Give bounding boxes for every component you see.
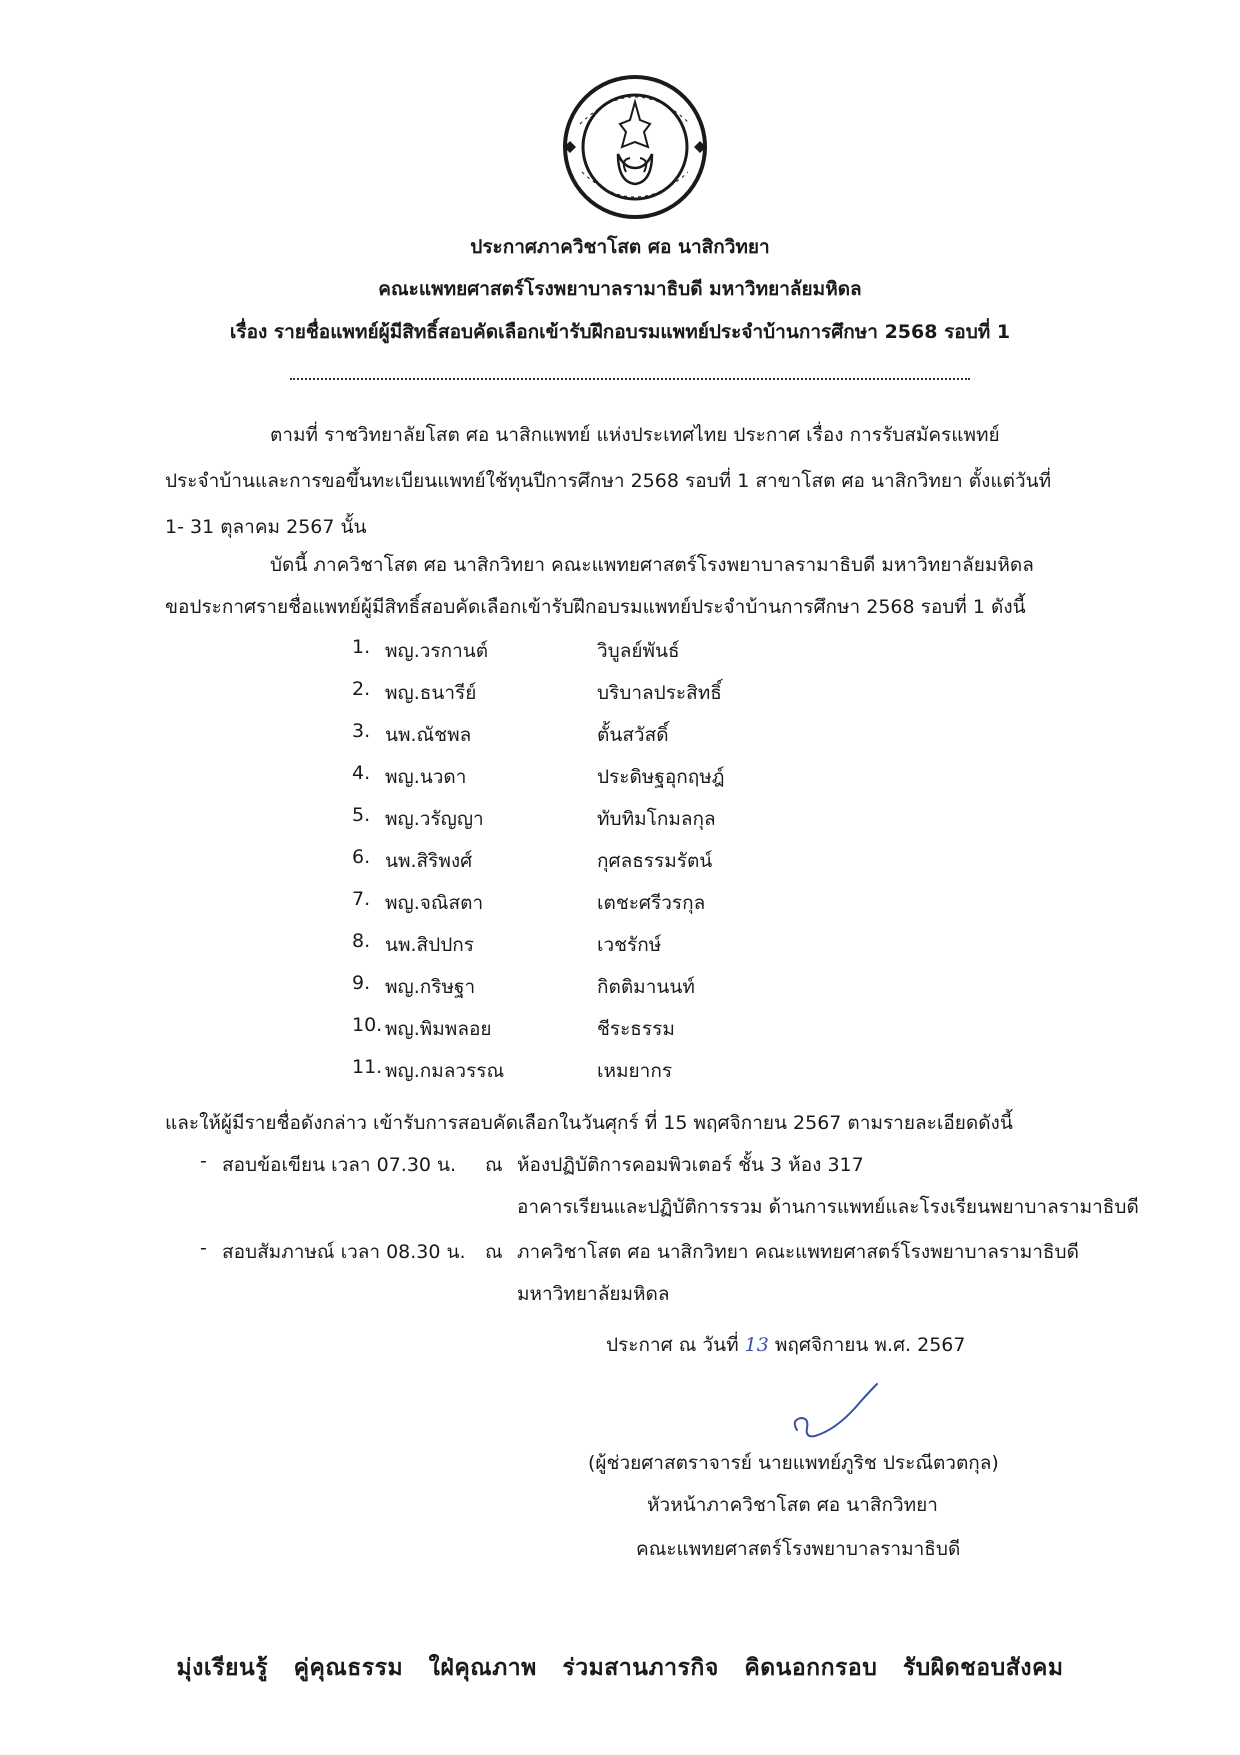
announce-date xyxy=(606,1330,966,1360)
candidate-last-name: บริบาลประสิทธิ์ xyxy=(597,682,722,704)
candidate-number: 6. xyxy=(352,846,371,868)
candidate-number: 9. xyxy=(352,972,371,994)
exam-bullet: - xyxy=(200,1150,207,1172)
candidate-number: 5. xyxy=(352,804,371,826)
header-line-2: คณะแพทยศาสตร์โรงพยาบาลรามาธิบดี มหาวิทยาลัยมหิดล xyxy=(378,278,862,300)
exam-at: ณ xyxy=(485,1241,503,1263)
candidate-first-name: พญ.วรัญญา xyxy=(385,808,484,830)
candidate-first-name: พญ.วรกานต์ xyxy=(385,640,489,662)
candidate-last-name: กุศลธรรมรัตน์ xyxy=(597,850,713,872)
candidate-number: 4. xyxy=(352,762,371,784)
exam-bullet: - xyxy=(200,1237,207,1259)
candidate-number: 7. xyxy=(352,888,371,910)
candidate-number: 2. xyxy=(352,678,371,700)
candidate-last-name: วิบูลย์พันธ์ xyxy=(597,640,680,662)
written-exam-place-2: อาคารเรียนและปฏิบัติการรวม ด้านการแพทย์และโรงเรียนพยาบาลรามาธิบดี xyxy=(517,1196,1139,1218)
signatory-title-1: หัวหน้าภาควิชาโสต ศอ นาสิกวิทยา xyxy=(647,1494,938,1516)
candidate-first-name: พญ.พิมพลอย xyxy=(385,1018,492,1040)
exam-intro: และให้ผู้มีรายชื่อดังกล่าว เข้ารับการสอบคัดเลือกในวันศุกร์ ที่ 15 พฤศจิกายน 2567 ตามรายละเอียดดังนี้ xyxy=(165,1112,1013,1134)
handwritten-day: 13 xyxy=(744,1334,769,1356)
interview-exam-place-2: มหาวิทยาลัยมหิดล xyxy=(517,1283,670,1305)
paragraph2-line1: บัดนี้ ภาควิชาโสต ศอ นาสิกวิทยา คณะแพทยศาสตร์โรงพยาบาลรามาธิบดี มหาวิทยาลัยมหิดล xyxy=(270,554,1034,576)
signatory-title-2: คณะแพทยศาสตร์โรงพยาบาลรามาธิบดี xyxy=(636,1538,961,1560)
announce-prefix: ประกาศ ณ วันที่ xyxy=(606,1334,739,1356)
mahidol-seal-logo xyxy=(560,72,710,222)
paragraph1-line1: ตามที่ ราชวิทยาลัยโสต ศอ นาสิกแพทย์ แห่งประเทศไทย ประกาศ เรื่อง การรับสมัครแพทย์ xyxy=(270,424,1000,446)
candidate-last-name: กิตติมานนท์ xyxy=(597,976,695,998)
interview-exam-label: สอบสัมภาษณ์ เวลา 08.30 น. xyxy=(222,1241,466,1263)
candidate-first-name: พญ.นวดา xyxy=(385,766,467,788)
dotted-divider xyxy=(290,370,970,380)
candidate-last-name: ตั้นสวัสดิ์ xyxy=(597,724,669,746)
candidate-last-name: ประดิษฐอุกฤษฎ์ xyxy=(597,766,725,788)
candidate-number: 1. xyxy=(352,636,371,658)
candidate-last-name: ชีระธรรม xyxy=(597,1018,675,1040)
paragraph2-line2: ขอประกาศรายชื่อแพทย์ผู้มีสิทธิ์สอบคัดเลือกเข้ารับฝึกอบรมแพทย์ประจำบ้านการศึกษา 2568 รอบที่ 1 ดังนี้ xyxy=(165,596,1026,618)
candidate-last-name: เตชะศรีวรกุล xyxy=(597,892,706,914)
interview-exam-place-1: ภาควิชาโสต ศอ นาสิกวิทยา คณะแพทยศาสตร์โรงพยาบาลรามาธิบดี xyxy=(517,1241,1079,1263)
candidate-number: 3. xyxy=(352,720,371,742)
written-exam-label: สอบข้อเขียน เวลา 07.30 น. xyxy=(222,1154,457,1176)
candidate-number: 11. xyxy=(352,1056,383,1078)
candidate-last-name: ทับทิมโกมลกุล xyxy=(597,808,716,830)
paragraph1-line3: 1- 31 ตุลาคม 2567 นั้น xyxy=(165,516,367,538)
candidate-first-name: พญ.กริษฐา xyxy=(385,976,476,998)
candidate-first-name: พญ.ธนารีย์ xyxy=(385,682,477,704)
paragraph1-line2: ประจำบ้านและการขอขึ้นทะเบียนแพทย์ใช้ทุนปีการศึกษา 2568 รอบที่ 1 สาขาโสต ศอ นาสิกวิทยา ตั้งแต่วันที่ xyxy=(165,470,1052,492)
candidate-number: 10. xyxy=(352,1014,383,1036)
candidate-first-name: นพ.ณัชพล xyxy=(385,724,472,746)
candidate-first-name: พญ.กมลวรรณ xyxy=(385,1060,505,1082)
signatory-name: (ผู้ช่วยศาสตราจารย์ นายแพทย์ภูริช ประณีตวตกุล) xyxy=(588,1452,999,1474)
header-line-1: ประกาศภาควิชาโสต ศอ นาสิกวิทยา xyxy=(470,236,770,258)
handwritten-signature xyxy=(785,1378,885,1448)
announce-suffix: พฤศจิกายน พ.ศ. 2567 xyxy=(774,1334,966,1356)
candidate-first-name: นพ.สิริพงศ์ xyxy=(385,850,473,872)
header-subject: เรื่อง รายชื่อแพทย์ผู้มีสิทธิ์สอบคัดเลือกเข้ารับฝึกอบรมแพทย์ประจำบ้านการศึกษา 2568 รอบที่ 1 xyxy=(229,321,1011,343)
candidate-number: 8. xyxy=(352,930,371,952)
candidate-last-name: เหมยากร xyxy=(597,1060,673,1082)
university-motto: มุ่งเรียนรู้ คู่คุณธรรม ใฝ่คุณภาพ ร่วมสานภารกิจ คิดนอกกรอบ รับผิดชอบสังคม xyxy=(176,1655,1064,1681)
exam-at: ณ xyxy=(485,1154,503,1176)
candidate-first-name: พญ.จณิสตา xyxy=(385,892,484,914)
candidate-last-name: เวชรักษ์ xyxy=(597,934,662,956)
candidate-first-name: นพ.สิปปกร xyxy=(385,934,474,956)
written-exam-place-1: ห้องปฏิบัติการคอมพิวเตอร์ ชั้น 3 ห้อง 317 xyxy=(517,1154,864,1176)
